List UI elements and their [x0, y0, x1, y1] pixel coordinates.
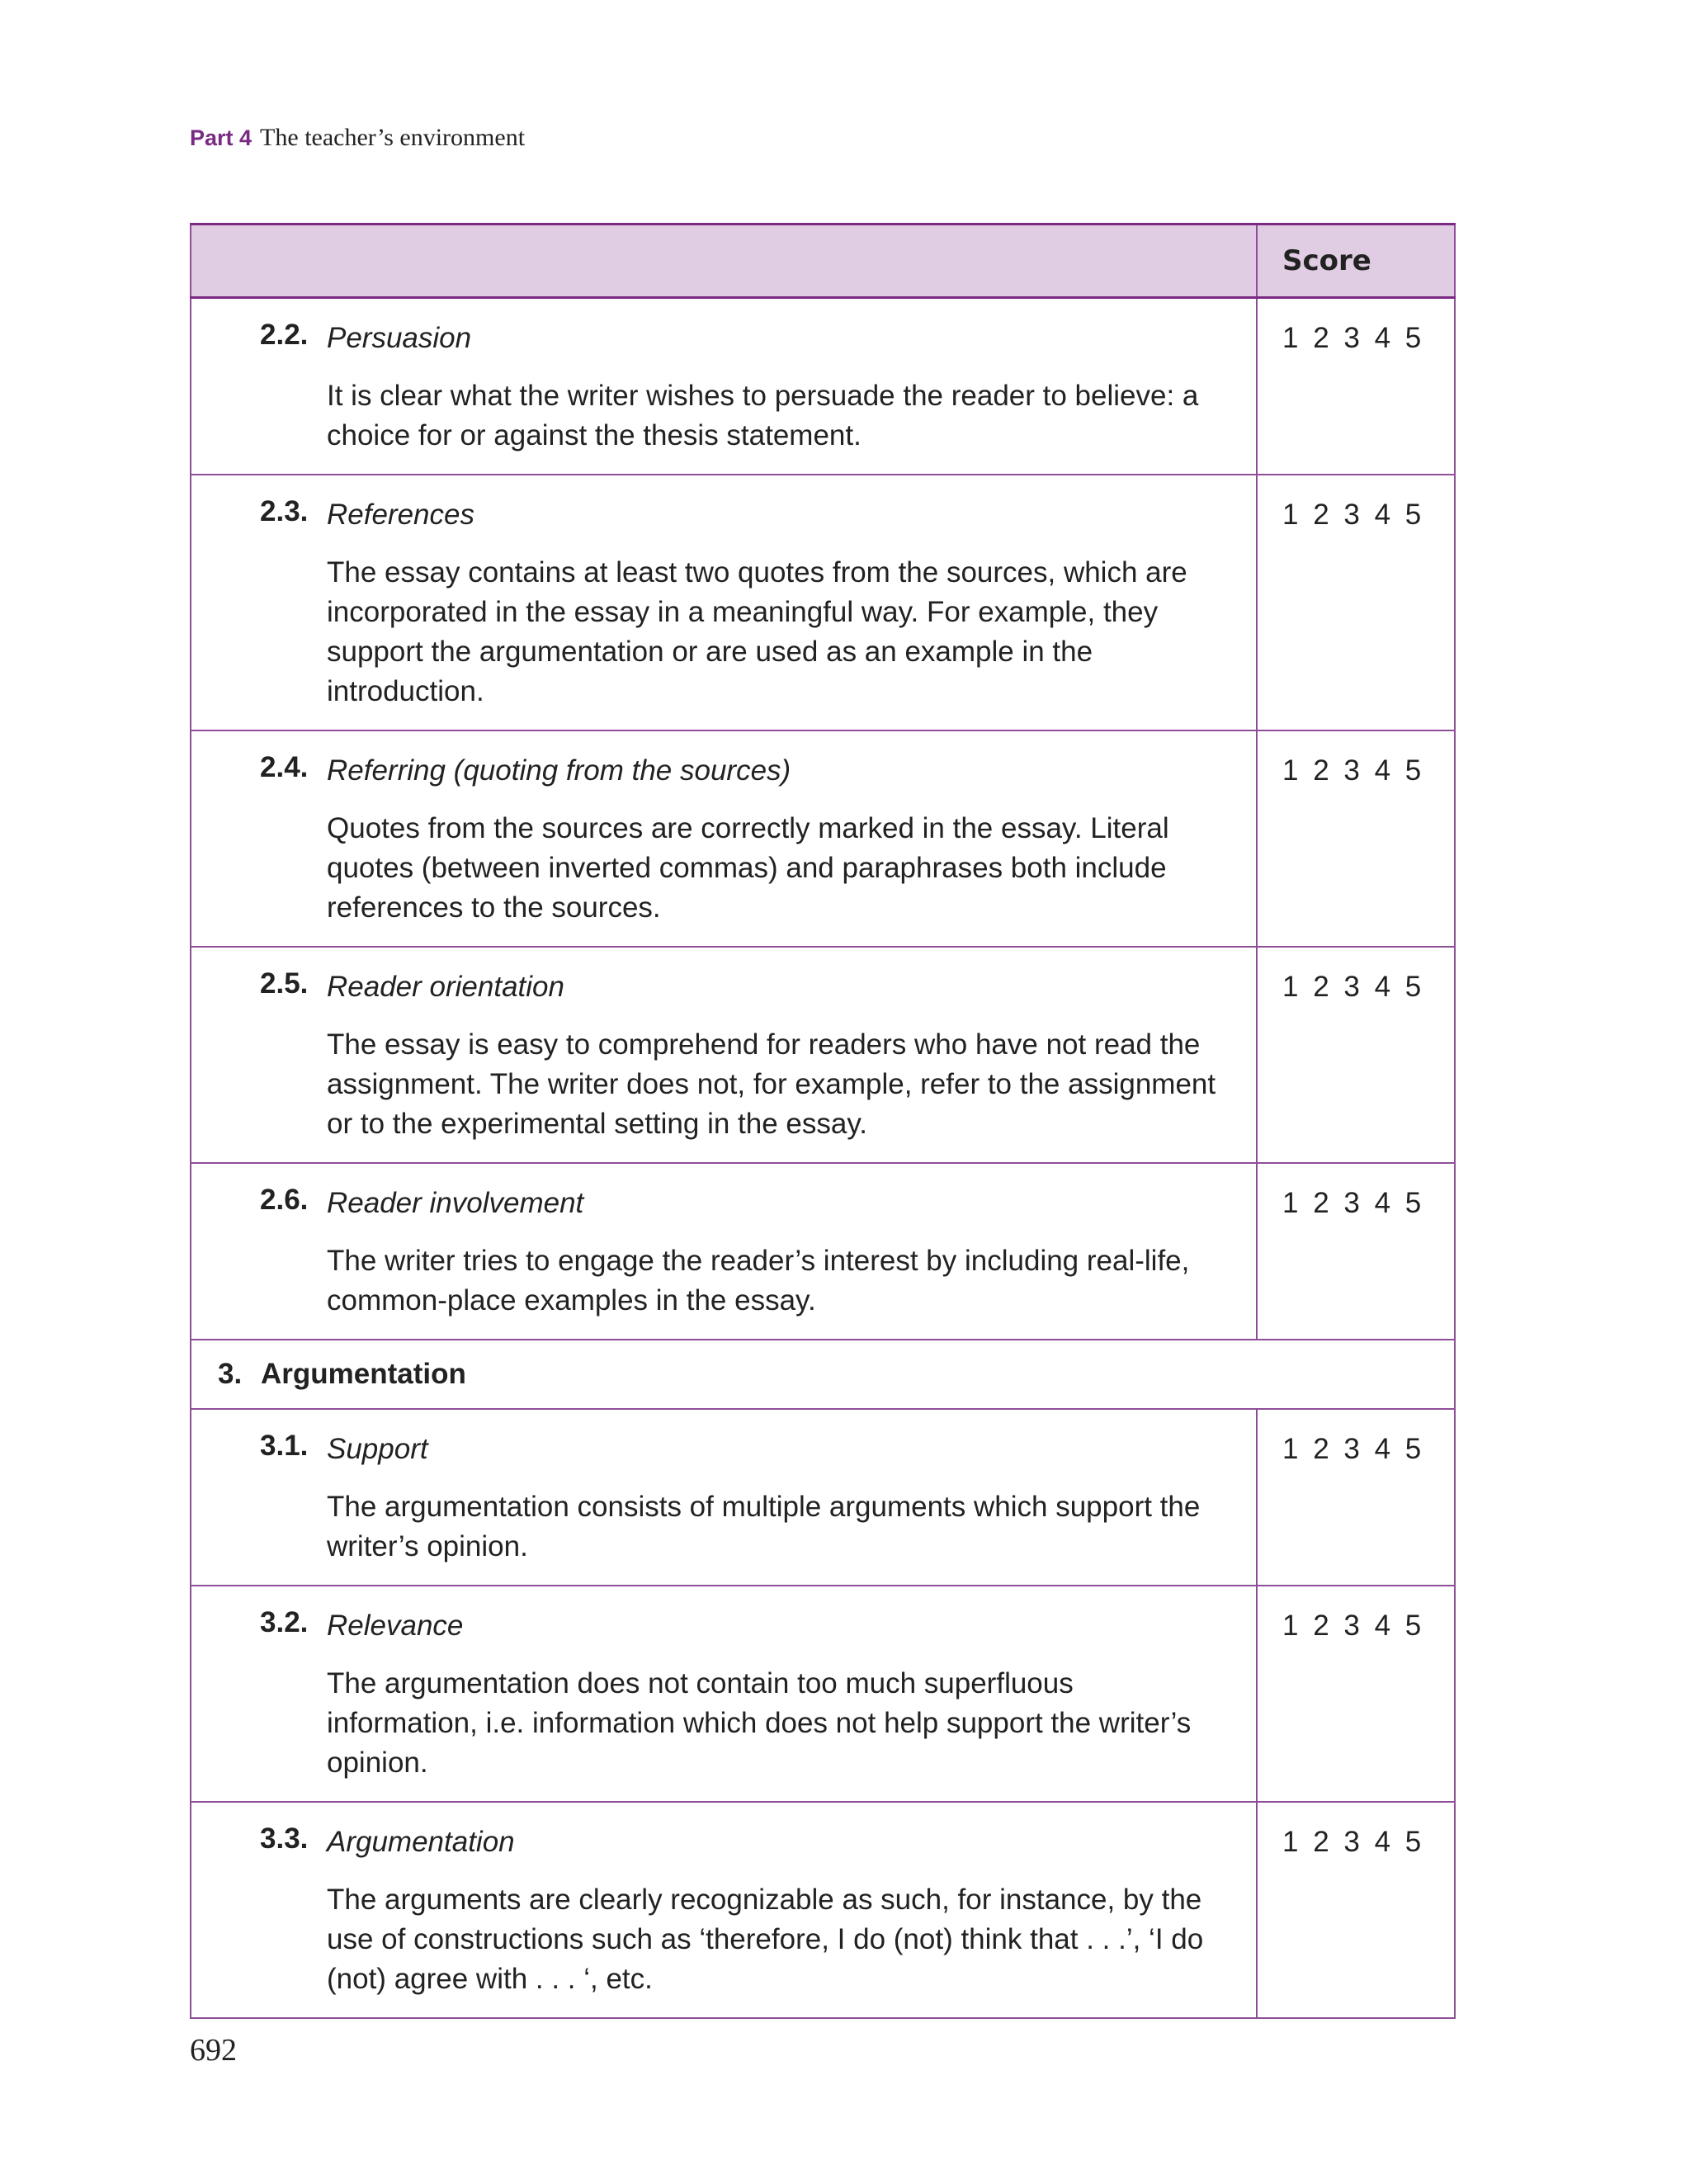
- criterion-description: The writer tries to engage the reader’s interest by including real-life, common-place examples in the essay.: [327, 1245, 1190, 1317]
- score-scale: 1 2 3 4 5: [1257, 947, 1455, 1163]
- score-scale: 1 2 3 4 5: [1257, 1409, 1455, 1586]
- table-row: [191, 1802, 1455, 2018]
- criterion-description: The argumentation does not contain too much superfluous information, i.e. information which does not help support the writer’s opinion.: [327, 1667, 1192, 1779]
- section-title: Argumentation: [261, 1358, 466, 1390]
- criterion-cell: [191, 947, 1257, 1163]
- score-scale: 1 2 3 4 5: [1257, 730, 1455, 947]
- criterion-title: References: [327, 499, 474, 531]
- criterion-description: The essay contains at least two quotes from the sources, which are incorporated in the essay in a meaningful way. For example, they support the argumentation or are used as an example in the introduction.: [327, 556, 1187, 707]
- criterion-cell: [191, 1802, 1257, 2018]
- score-scale: 1 2 3 4 5: [1257, 475, 1455, 730]
- criterion-number: 2.4.: [260, 751, 309, 783]
- criterion-header-cell: [191, 225, 1257, 298]
- criterion-number: 2.3.: [260, 495, 309, 527]
- criterion-cell: [191, 730, 1257, 947]
- criterion-number: 2.6.: [260, 1184, 309, 1216]
- chapter-title: The teacher’s environment: [260, 124, 526, 151]
- criterion-number: 3.1.: [260, 1430, 309, 1462]
- part-label: Part 4: [190, 125, 253, 150]
- table-row: [191, 475, 1455, 730]
- table-row: [191, 1586, 1455, 1802]
- table-row: [191, 1409, 1455, 1586]
- criterion-title: Support: [327, 1433, 428, 1465]
- score-scale: 1 2 3 4 5: [1257, 298, 1455, 475]
- criterion-description: The argumentation consists of multiple arguments which support the writer’s opinion.: [327, 1491, 1201, 1562]
- criterion-cell: [191, 475, 1257, 730]
- criterion-number: 3.3.: [260, 1822, 309, 1855]
- score-scale: 1 2 3 4 5: [1257, 1802, 1455, 2018]
- criterion-cell: [191, 1163, 1257, 1340]
- criterion-description: Quotes from the sources are correctly marked in the essay. Literal quotes (between inverted commas) and paraphrases both include references to the sources.: [327, 812, 1169, 924]
- table-row: [191, 1163, 1455, 1340]
- criterion-cell: [191, 298, 1257, 475]
- table-row: [191, 298, 1455, 475]
- running-head: [190, 124, 525, 152]
- criterion-title: Referring (quoting from the sources): [327, 754, 791, 787]
- page-number: 692: [190, 2033, 237, 2068]
- table-header-row: [191, 225, 1455, 298]
- table-row: [191, 947, 1455, 1163]
- criterion-description: It is clear what the writer wishes to persuade the reader to believe: a choice for or against the thesis statement.: [327, 380, 1199, 451]
- criterion-title: Relevance: [327, 1610, 464, 1642]
- criterion-title: Reader orientation: [327, 971, 564, 1003]
- section-row: [191, 1340, 1455, 1409]
- criterion-description: The arguments are clearly recognizable as such, for instance, by the use of constructions such as ‘therefore, I do (not) think that . . .’, ‘I do (not) agree with . . . ‘, etc.: [327, 1884, 1204, 1995]
- section-number: 3.: [218, 1358, 243, 1390]
- criterion-number: 2.5.: [260, 967, 309, 1000]
- criterion-cell: [191, 1409, 1257, 1586]
- criterion-title: Argumentation: [327, 1826, 515, 1858]
- score-header: Score: [1257, 225, 1455, 298]
- criterion-cell: [191, 1586, 1257, 1802]
- table-row: [191, 730, 1455, 947]
- criterion-title: Reader involvement: [327, 1187, 584, 1219]
- criterion-description: The essay is easy to comprehend for readers who have not read the assignment. The writer does not, for example, refer to the assignment or to the experimental setting in the essay.: [327, 1028, 1216, 1140]
- criterion-number: 2.2.: [260, 319, 309, 351]
- assessment-rubric-table: [190, 223, 1456, 2019]
- score-scale: 1 2 3 4 5: [1257, 1163, 1455, 1340]
- section-heading: [191, 1340, 1455, 1409]
- score-scale: 1 2 3 4 5: [1257, 1586, 1455, 1802]
- criterion-number: 3.2.: [260, 1606, 309, 1638]
- criterion-title: Persuasion: [327, 322, 472, 354]
